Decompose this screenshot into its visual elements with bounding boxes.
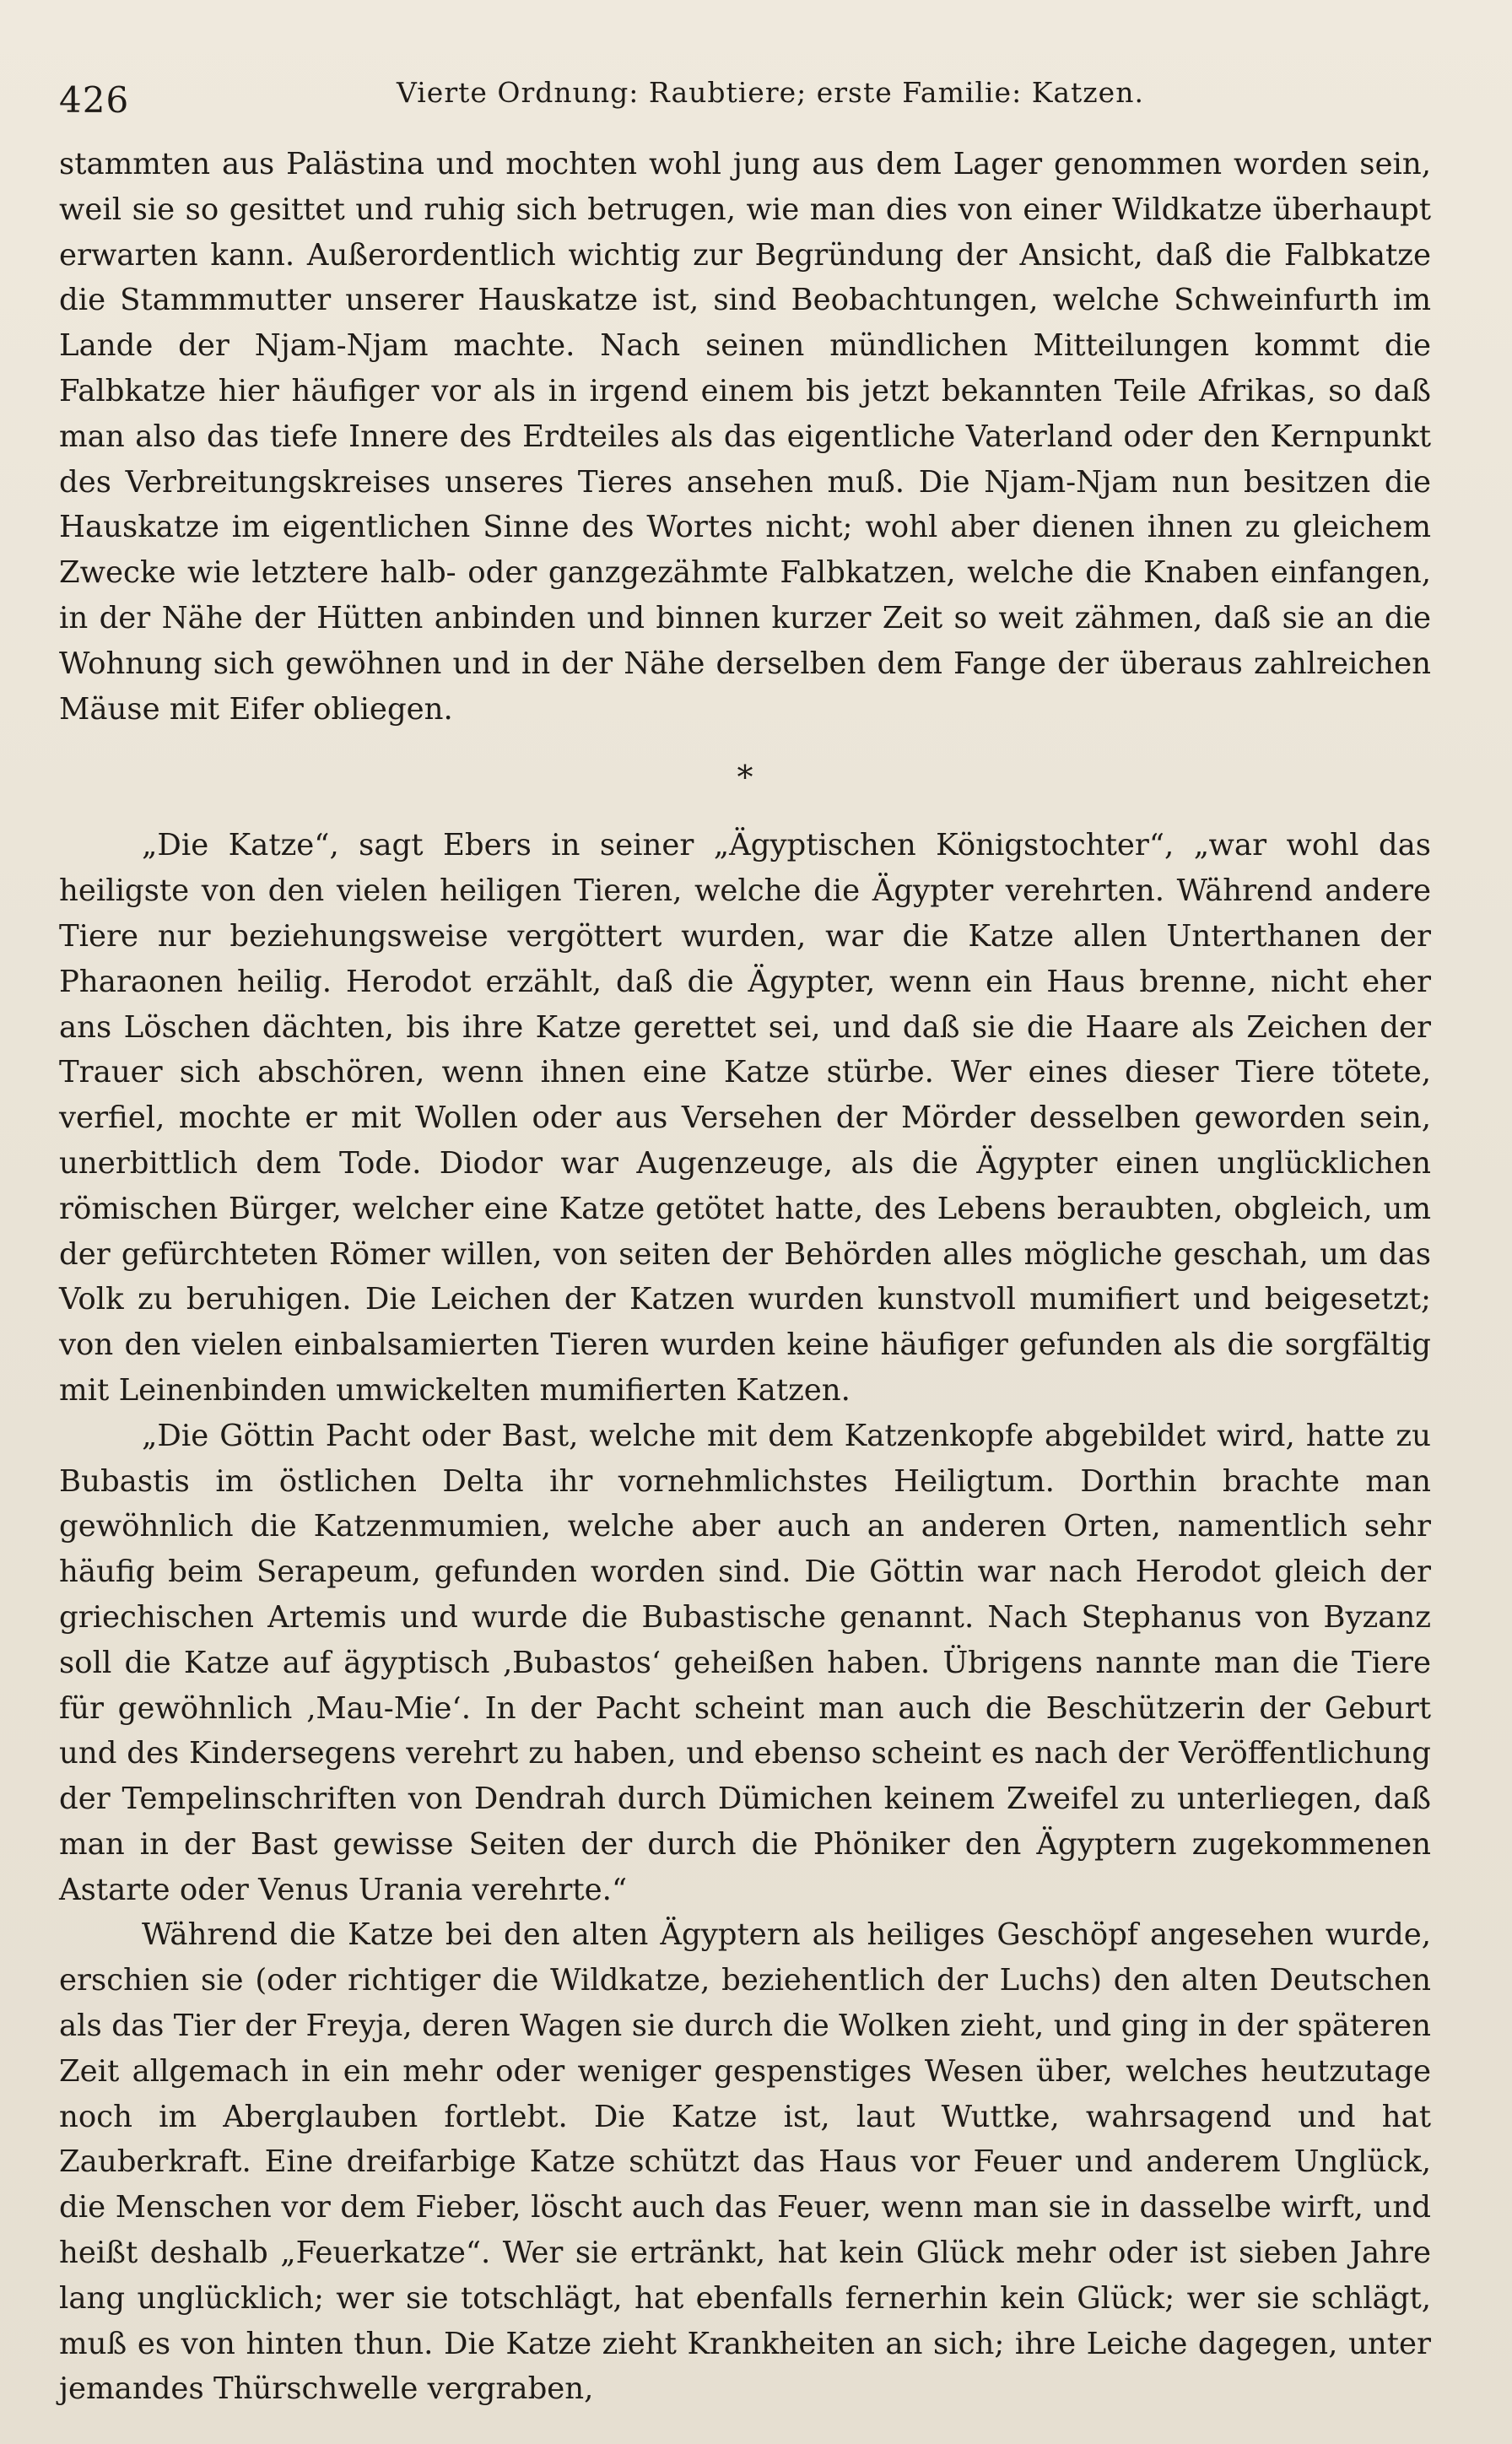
body-text <box>59 142 1431 2412</box>
section-separator: * <box>737 759 753 797</box>
paragraph-continuation: stammten aus Palästina und mochten wohl jung aus dem Lager genommen worden sein, weil sie so gesittet und ruhig sich betrugen, wie man dies von einer Wildkatze überhaupt erwarten kann. Außerordentlich wichtig zur Begründung der Ansicht, daß die Falbkatze die Stammmutter unserer Hauskatze ist, sind Beobachtungen, welche Schweinfurth im Lande der Njam-Njam machte. Nach seinen mündlichen Mitteilungen kommt die Falbkatze hier häufiger vor als in irgend einem bis jetzt bekannten Teile Afrikas, so daß man also das tiefe Innere des Erdteiles als das eigentliche Vaterland oder den Kernpunkt des Verbreitungskreises unseres Tieres ansehen muß. Die Njam-Njam nun besitzen die Hauskatze im eigentlichen Sinne des Wortes nicht; wohl aber dienen ihnen zu gleichem Zwecke wie letztere halb- oder ganzgezähmte Falbkatzen, welche die Knaben einfangen, in der Nähe der Hütten anbinden und binnen kurzer Zeit so weit zähmen, daß sie an die Wohnung sich gewöhnen und in der Nähe derselben dem Fange der überaus zahlreichen Mäuse mit Eifer obliegen. <box>59 147 1431 727</box>
paragraph-deutsche-aberglaube: Während die Katze bei den alten Ägyptern als heiliges Geschöpf angesehen wurde, erschien sie (oder richtiger die Wildkatze, beziehentlich der Luchs) den alten Deutschen als das Tier der Freyja, deren Wagen sie durch die Wolken zieht, und ging in der späteren Zeit allgemach in ein mehr oder weniger gespenstiges Wesen über, welches heutzutage noch im Aberglauben fortlebt. Die Katze ist, laut Wuttke, wahrsagend und hat Zauberkraft. Eine dreifarbige Katze schützt das Haus vor Feuer und anderem Unglück, die Menschen vor dem Fieber, löscht auch das Feuer, wenn man sie in dasselbe wirft, und heißt deshalb „Feuerkatze“. Wer sie ertränkt, hat kein Glück mehr oder ist sieben Jahre lang unglücklich; wer sie totschlägt, hat ebenfalls fernerhin kein Glück; wer sie schlägt, muß es von hinten thun. Die Katze zieht Krankheiten an sich; ihre Leiche dagegen, unter jemandes Thürschwelle vergraben, <box>59 1917 1431 2407</box>
page-number: 426 <box>59 79 130 121</box>
paragraph-ebers-quote: „Die Katze“, sagt Ebers in seiner „Ägyptischen Königstochter“, „war wohl das heiligste von den vielen heiligen Tieren, welche die Ägypter verehrten. Während andere Tiere nur beziehungsweise vergöttert wurden, war die Katze allen Unterthanen der Pharaonen heilig. Herodot erzählt, daß die Ägypter, wenn ein Haus brenne, nicht eher ans Löschen dächten, bis ihre Katze gerettet sei, und daß sie die Haare als Zeichen der Trauer sich abschören, wenn ihnen eine Katze stürbe. Wer eines dieser Tiere tötete, verfiel, mochte er mit Wollen oder aus Versehen der Mörder desselben geworden sein, unerbittlich dem Tode. Diodor war Augenzeuge, als die Ägypter einen unglücklichen römischen Bürger, welcher eine Katze getötet hatte, des Lebens beraubten, obgleich, um der gefürchteten Römer willen, von seiten der Behörden alles mögliche geschah, um das Volk zu beruhigen. Die Leichen der Katzen wurden kunstvoll mumifiert und beigesetzt; von den vielen einbalsamierten Tieren wurden keine häufiger gefunden als die sorgfältig mit Leinenbinden umwickelten mumifierten Katzen. <box>59 828 1431 1408</box>
paragraph-goettin-pacht: „Die Göttin Pacht oder Bast, welche mit dem Katzenkopfe abgebildet wird, hatte zu Bubastis im östlichen Delta ihr vornehmlichstes Heiligtum. Dorthin brachte man gewöhnlich die Katzenmumien, welche aber auch an anderen Orten, namentlich sehr häufig beim Serapeum, gefunden worden sind. Die Göttin war nach Herodot gleich der griechischen Artemis und wurde die Bubastische genannt. Nach Stephanus von Byzanz soll die Katze auf ägyptisch ‚Bubastos‘ geheißen haben. Übrigens nannte man die Tiere für gewöhnlich ‚Mau-Mie‘. In der Pacht scheint man auch die Beschützerin der Geburt und des Kindersegens verehrt zu haben, und ebenso scheint es nach der Veröffentlichung der Tempelinschriften von Dendrah durch Dümichen keinem Zweifel zu unterliegen, daß man in der Bast gewisse Seiten der durch die Phöniker den Ägyptern zugekommenen Astarte oder Venus Urania verehrte.“ <box>59 1418 1431 1907</box>
running-head: Vierte Ordnung: Raubtiere; erste Familie: Katzen. <box>397 76 1144 109</box>
page-header <box>59 73 1434 123</box>
